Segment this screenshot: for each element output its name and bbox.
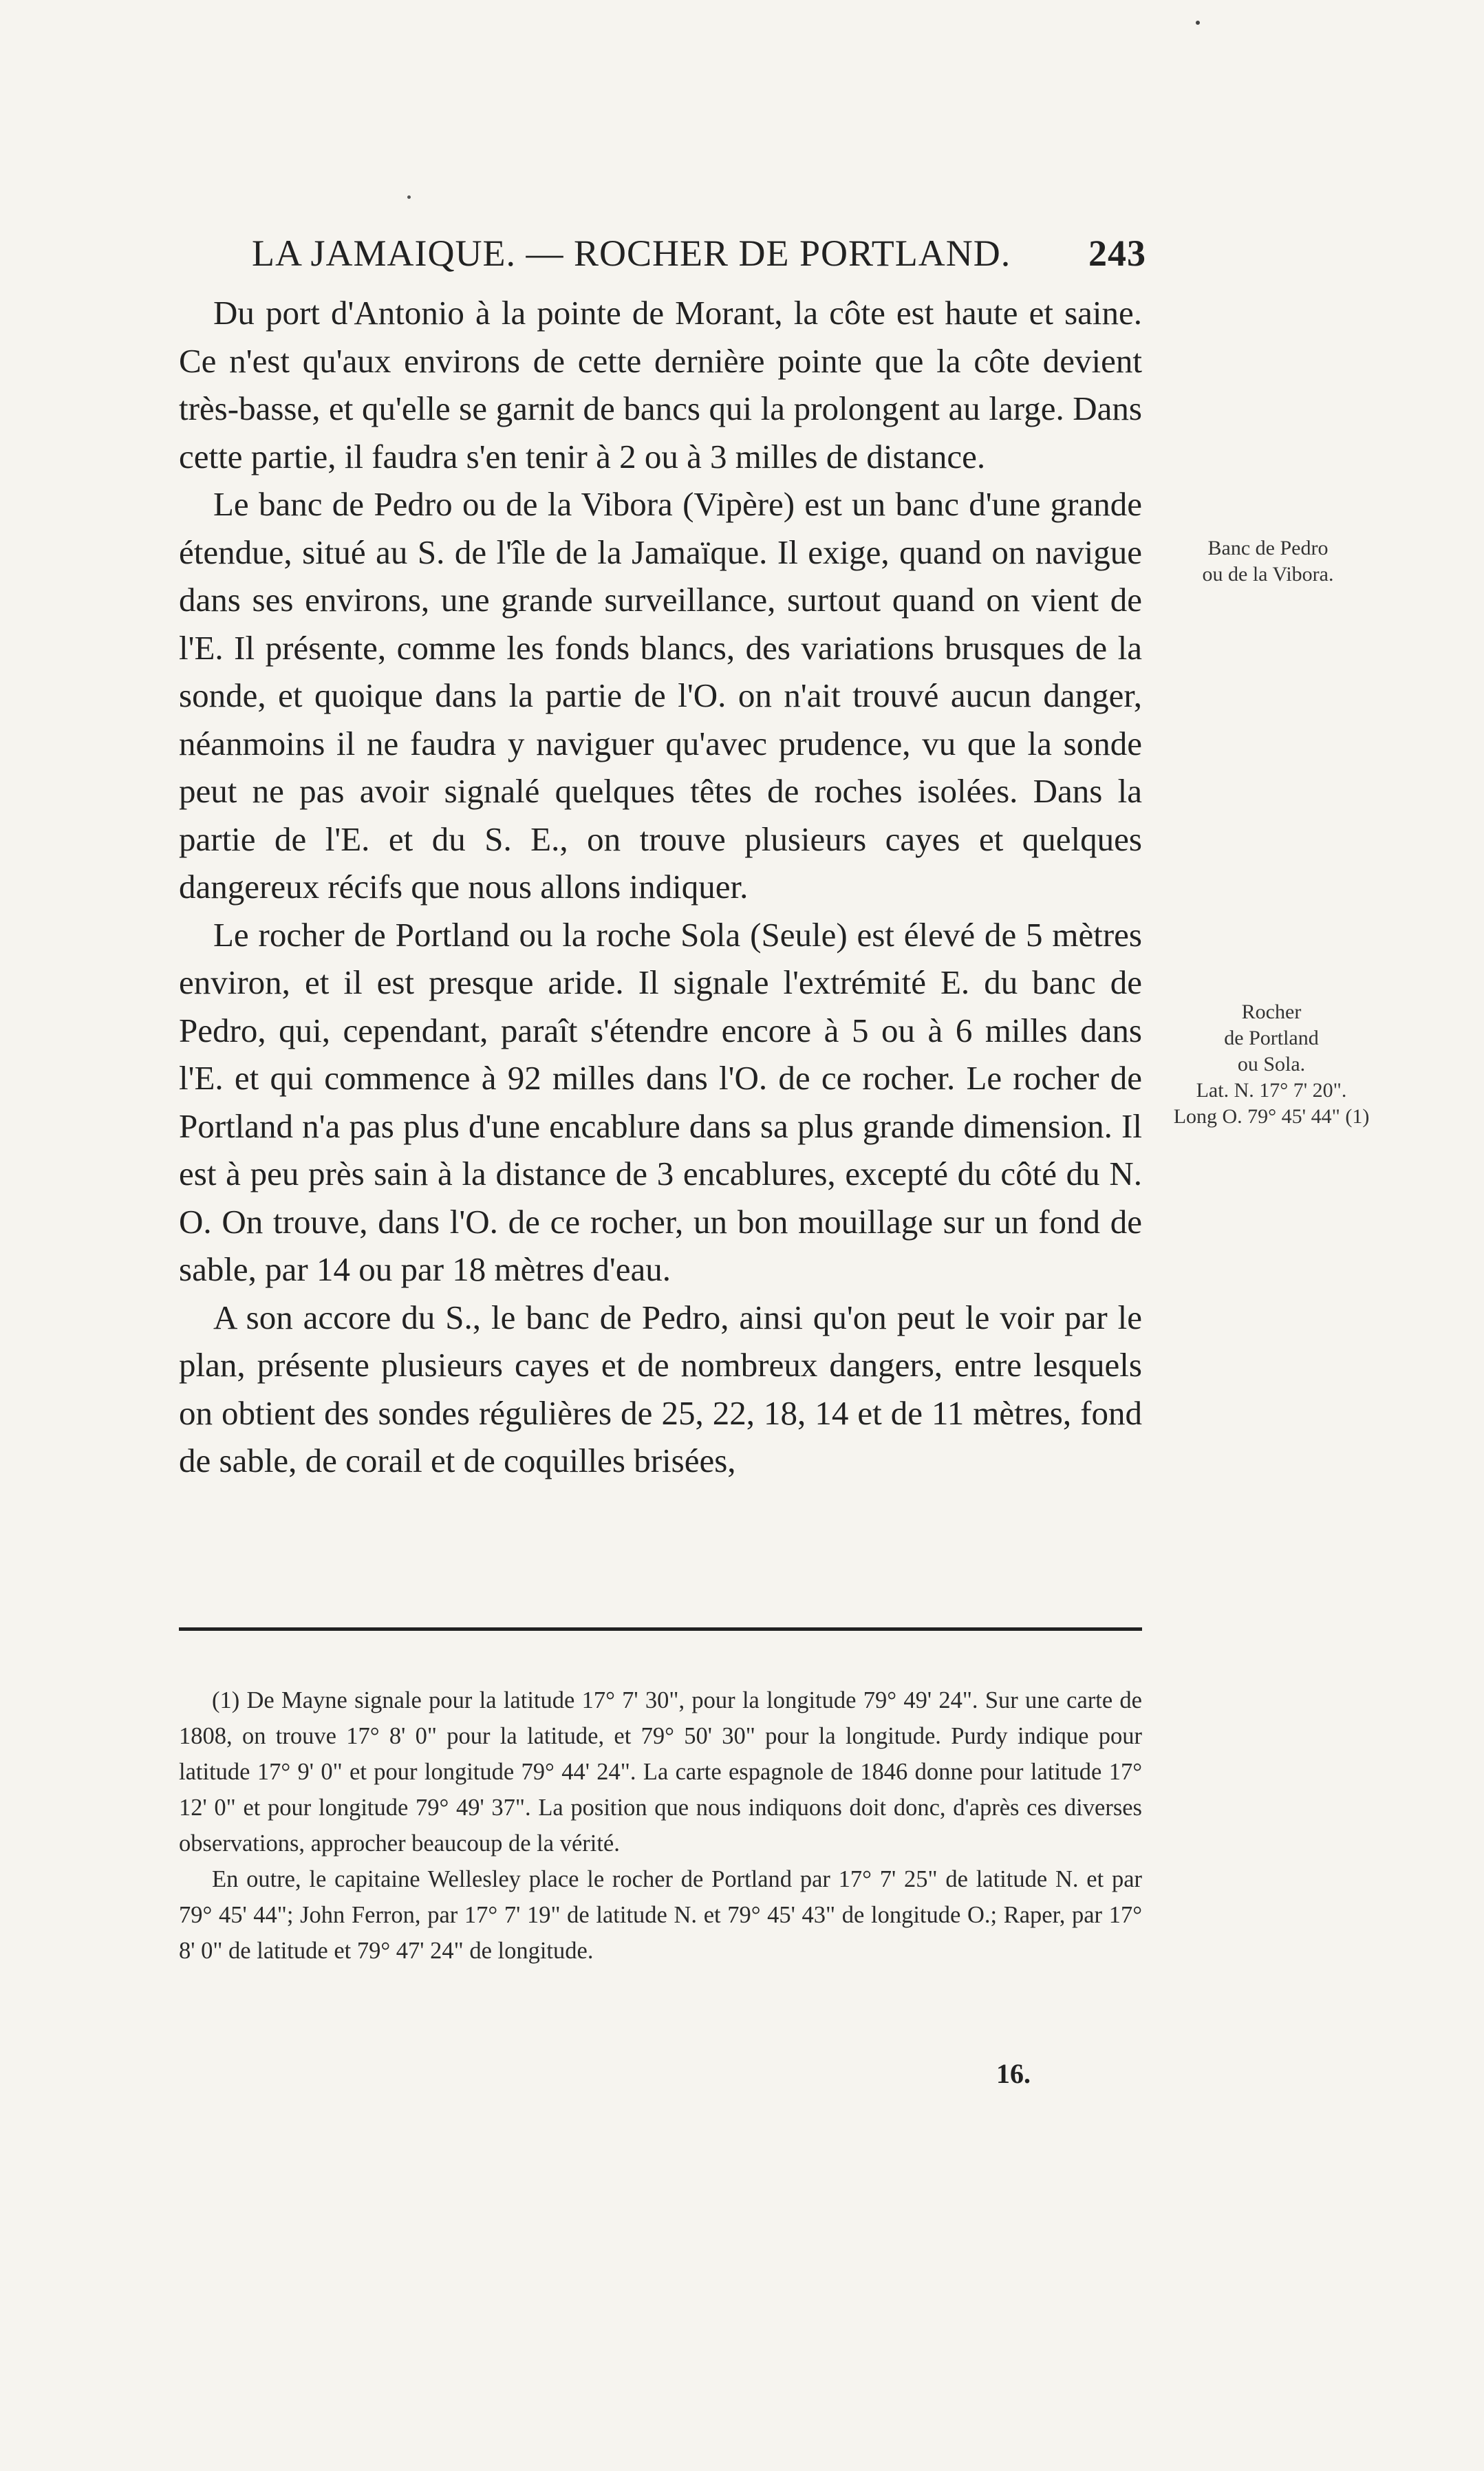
footnote: (1) De Mayne signale pour la latitude 17° 7' 30", pour la longitude 79° 49' 24". Sur une carte de 1808, on trouve 17° 8' 0" pour la latitude, et 79° 50' 30" pour la longitude. Purdy indique pour latitude 17° 9' 0" et pour longitude 79° 44' 24". La carte espagnole de 1846 donne pour latitude 17° 12' 0" et pour longitude 79° 49' 37". La position que nous indiquons doit donc, d'après ces diverses observations, approcher beaucoup de la vérité.	[179, 1687, 1142, 1857]
main-text	[179, 289, 1142, 1485]
footnotes	[179, 1682, 1142, 1969]
page-number: 243	[1088, 233, 1146, 274]
sidenote-line: Banc de Pedro	[1207, 537, 1329, 559]
sidenote-line: de Portland	[1224, 1027, 1319, 1049]
sidenote-line: Long O. 79° 45' 44" (1)	[1173, 1105, 1370, 1128]
speck	[1196, 21, 1200, 25]
running-title: LA JAMAIQUE. — ROCHER DE PORTLAND.	[252, 233, 1011, 274]
paragraph: A son accore du S., le banc de Pedro, ainsi qu'on peut le voir par le plan, présente plusieurs cayes et de nombreux dangers, entre lesquels on obtient des sondes régulières de 25, 22, 18, 14 et de 11 mètres, fond de sable, de corail et de coquilles brisées,	[179, 1298, 1142, 1479]
signature-mark: 16.	[996, 2058, 1031, 2089]
sidenote-line: Rocher	[1241, 1001, 1302, 1023]
paragraph: Le rocher de Portland ou la roche Sola (Seule) est élevé de 5 mètres environ, et il est presque aride. Il signale l'extrémité E. du banc de Pedro, qui, cependant, paraît s'étendre encore à 5 ou à 6 milles dans l'E. et qui commence à 92 milles dans l'O. de ce rocher. Le rocher de Portland n'a pas plus d'une encablure dans sa plus grande dimension. Il est à peu près sain à la distance de 3 encablures, excepté du côté du N. O. On trouve, dans l'O. de ce rocher, un bon mouillage sur un fond de sable, par 14 ou par 18 mètres d'eau.	[179, 915, 1142, 1288]
sidenote-line: Lat. N. 17° 7' 20".	[1196, 1079, 1347, 1102]
sidenote-banc-de-pedro	[1161, 535, 1375, 588]
footnote-divider	[179, 1627, 1142, 1631]
paragraph: Le banc de Pedro ou de la Vibora (Vipère) est un banc d'une grande étendue, situé au S. de l'île de la Jamaïque. Il exige, quand on navigue dans ses environs, une grande surveillance, surtout quand on vient de l'E. Il présente, comme les fonds blancs, des variations brusques de la sonde, et quoique dans la partie de l'O. on n'ait trouvé aucun danger, néanmoins il ne faudra y naviguer qu'avec prudence, vu que la sonde peut ne pas avoir signalé quelques têtes de roches isolées. Dans la partie de l'E. et du S. E., on trouve plusieurs cayes et quelques dangereux récifs que nous allons indiquer.	[179, 485, 1142, 906]
speck	[407, 195, 411, 199]
paragraph: Du port d'Antonio à la pointe de Morant, la côte est haute et saine. Ce n'est qu'aux environs de cette dernière pointe que la côte devient très-basse, et qu'elle se garnit de bancs qui la prolongent au large. Dans cette partie, il faudra s'en tenir à 2 ou à 3 milles de distance.	[179, 294, 1142, 475]
sidenote-rocher-portland	[1148, 999, 1395, 1130]
sidenote-line: ou de la Vibora.	[1202, 563, 1334, 586]
sidenote-line: ou Sola.	[1237, 1053, 1306, 1076]
footnote: En outre, le capitaine Wellesley place le rocher de Portland par 17° 7' 25" de latitude N. et par 79° 45' 44"; John Ferron, par 17° 7' 19" de latitude N. et 79° 45' 43" de longitude O.; Raper, par 17° 8' 0" de latitude et 79° 47' 24" de longitude.	[179, 1866, 1142, 1964]
